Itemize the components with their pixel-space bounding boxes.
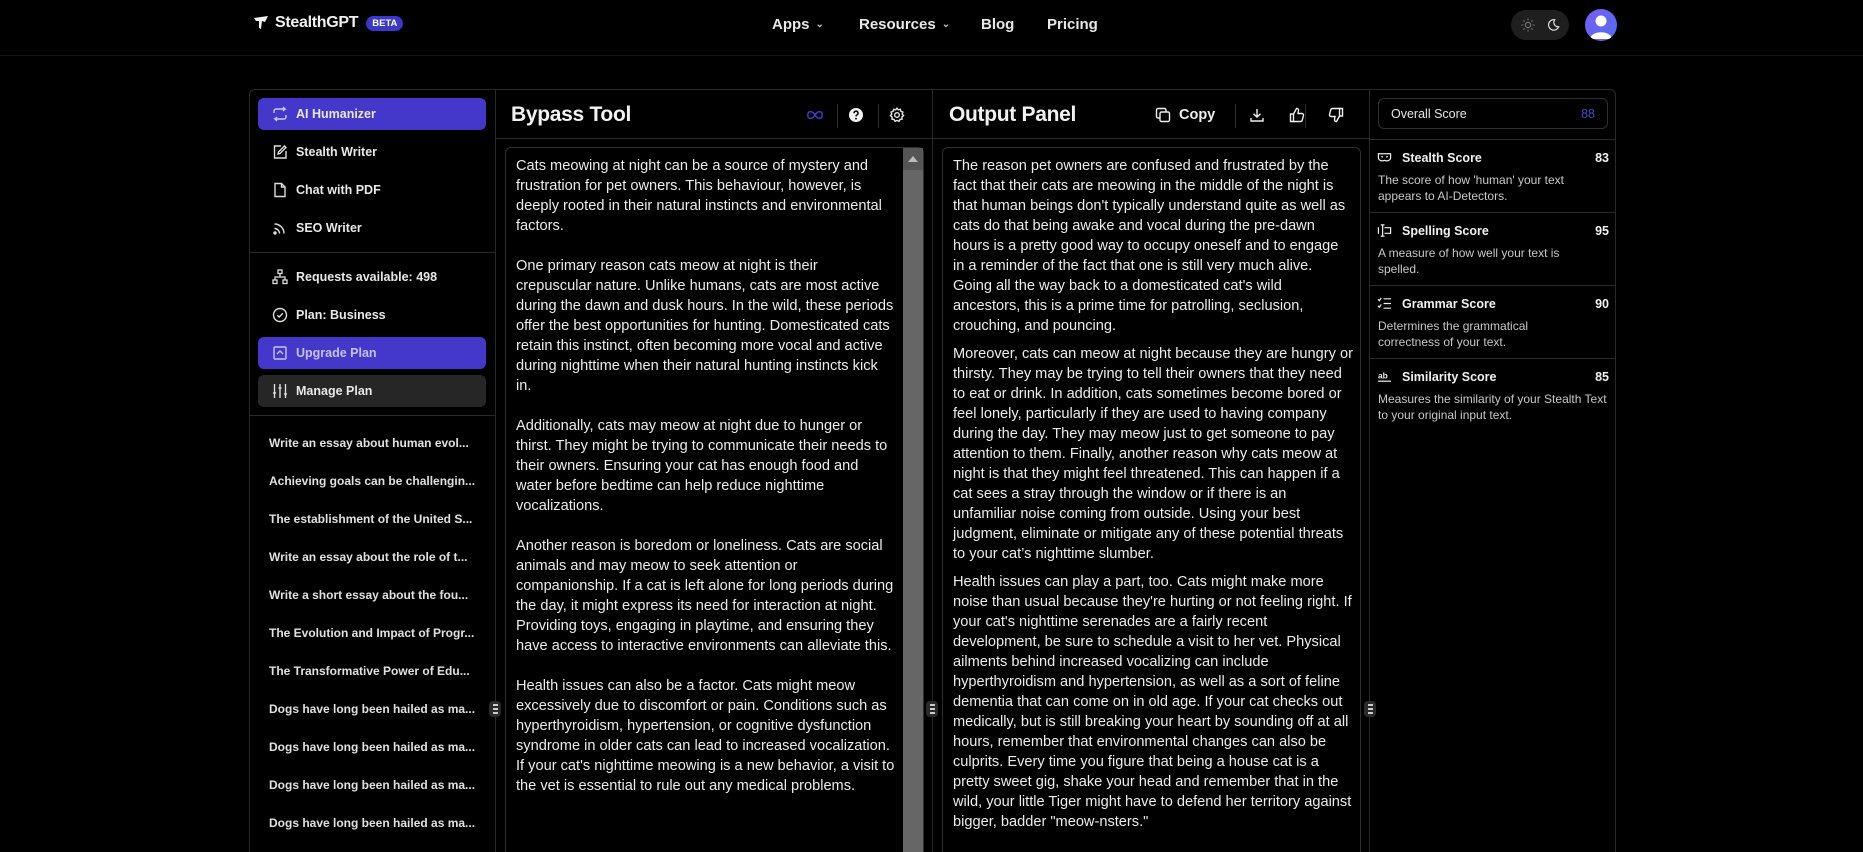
thumbs-down-icon: [1328, 107, 1344, 123]
history-item[interactable]: Dogs have long been hailed as ma...: [269, 702, 476, 716]
overall-score: [1378, 98, 1608, 129]
thumbs-up-button[interactable]: [1285, 103, 1309, 127]
copy-button[interactable]: [1155, 103, 1215, 127]
divider: [878, 104, 879, 128]
similarity-score-description: Measures the similarity of your Stealth Text to your original input text.: [1378, 392, 1607, 422]
sidebar-item-label: SEO Writer: [296, 221, 362, 235]
history-item[interactable]: Dogs have long been hailed as ma...: [269, 740, 476, 754]
nav-apps[interactable]: [772, 16, 824, 33]
beta-badge: BETA: [366, 16, 403, 31]
nav-pricing-label: Pricing: [1047, 16, 1098, 33]
moon-icon[interactable]: [1546, 18, 1560, 32]
input-paragraph: Cats meowing at night can be a source of mystery and frustration for pet owners. This behaviour, however, is deeply rooted in their natural instincts and environmental factors.: [516, 158, 882, 234]
divider: [1235, 104, 1236, 128]
download-button[interactable]: [1245, 103, 1269, 127]
theme-toggle[interactable]: [1511, 10, 1569, 40]
spelling-score-description: A measure of how well your text is spelled.: [1378, 246, 1560, 276]
infinity-icon: [806, 107, 824, 123]
output-resize-handle[interactable]: [1364, 701, 1376, 717]
gear-icon: [889, 107, 905, 123]
user-icon: [1585, 9, 1617, 41]
text-cursor-icon: [1377, 223, 1392, 238]
divider: [249, 415, 495, 416]
input-paragraph: Another reason is boredom or loneliness. Cats are social animals and may meow to seek attention or companionship. If a cat is left alone for long periods during the day, it might express its need for interaction at night. Providing toys, engaging in playtime, and ensuring they have access to interactive environments can alleviate this.: [516, 538, 894, 654]
current-plan: [258, 299, 486, 331]
top-navbar: [0, 0, 1863, 56]
input-resize-handle[interactable]: [926, 701, 938, 717]
manage-label: Manage Plan: [296, 384, 373, 398]
chevron-down-icon: ⌄: [941, 19, 951, 30]
user-avatar[interactable]: [1585, 9, 1617, 41]
nav-blog[interactable]: [981, 16, 1014, 33]
nav-resources[interactable]: [859, 16, 950, 33]
chevron-down-icon: ⌄: [815, 19, 824, 30]
output-text-area[interactable]: [942, 147, 1361, 852]
similarity-score-label: Similarity Score: [1402, 369, 1497, 384]
grammar-score-label: Grammar Score: [1402, 296, 1496, 311]
ab-underline-icon: [1377, 369, 1392, 384]
similarity-score-value: 85: [1595, 369, 1609, 384]
scroll-up-arrow-icon[interactable]: [903, 148, 923, 170]
overall-score-value: 88: [1581, 106, 1595, 121]
settings-button[interactable]: [885, 103, 909, 127]
thumbs-up-icon: [1289, 107, 1305, 123]
grammar-score-value: 90: [1595, 296, 1609, 311]
stealth-logo-icon: [253, 15, 269, 31]
file-icon: [272, 182, 288, 198]
sun-icon[interactable]: [1521, 18, 1535, 32]
rss-icon: [272, 220, 288, 236]
sitemap-icon: [272, 269, 288, 285]
edit-icon: [272, 144, 288, 160]
input-text: [516, 156, 896, 816]
history-item[interactable]: Dogs have long been hailed as ma...: [269, 816, 476, 830]
brand-name: StealthGPT: [275, 14, 359, 31]
copy-icon: [1155, 107, 1171, 123]
check-circle-icon: [272, 307, 288, 323]
overall-score-label: Overall Score: [1391, 106, 1467, 121]
output-paragraph: Health issues can play a part, too. Cats might make more noise than usual because they're hurting or not feeling right. If your cat's nighttime serenades are a fairly recent development, be sure to schedule a visit to her vet. Physical ailments behind increased vocalizing can include hyperthyroidism and hypertension, as well as a sort of feline dementia that can come on in old age. If your cat checks out medically, but is still breaking your heart by sounding off at all hours, remember that environmental changes can also be culprits. Every time you figure that being a house cat is a pretty sweet gig, shake your head and remember that in the wild, your little Tiger might have to defend her territory against bigger, badder "meow-nsters.": [953, 574, 1352, 830]
question-circle-icon: [848, 107, 864, 123]
input-scrollbar[interactable]: [903, 148, 923, 852]
nav-apps-label: Apps: [772, 16, 810, 33]
input-paragraph: Health issues can also be a factor. Cats might meow excessively due to discomfort or pain. Conditions such as hyperthyroidism, hypertension, or cognitive dysfunction syndrome in older cats can lead to increased vocalization. If your cat's nighttime meowing is a new behavior, a visit to the vet is essential to rule out any medical problems.: [516, 678, 895, 794]
output-text: [953, 156, 1353, 840]
spelling-score: [1370, 212, 1616, 285]
stealth-score-description: The score of how 'human' your text appears to AI-Detectors.: [1378, 173, 1565, 203]
nav-resources-label: Resources: [859, 16, 936, 33]
input-paragraph: Additionally, cats may meow at night due to hunger or thirst. They might be trying to communicate their needs to their owners. Ensuring your cat has enough food and water before bedtime can help reduce nighttime vocalizations.: [516, 418, 888, 514]
upgrade-label: Upgrade Plan: [296, 346, 377, 360]
sidebar-item-label: AI Humanizer: [296, 107, 376, 121]
grammar-score: [1370, 285, 1616, 358]
plan-label: Plan: Business: [296, 308, 386, 322]
history-item[interactable]: The Evolution and Impact of Progr...: [269, 626, 475, 640]
upgrade-plan-button[interactable]: [258, 337, 486, 369]
checklist-icon: [1377, 296, 1392, 311]
similarity-score: [1370, 358, 1616, 431]
download-icon: [1249, 107, 1265, 123]
sidebar-item-ai-humanizer[interactable]: [258, 98, 486, 130]
divider: [249, 252, 495, 253]
output-paragraph: Moreover, cats can meow at night because they are hungry or thirsty. They may be trying to tell their owners that they need to eat or drink. In addition, cats sometimes become bored or feel lonely, particularly if they are used to having company during the day. They may meow just to get someone to pay attention to them. Finally, another reason why cats meow at night is that they might feel threatened. This can happen if a cat sees a stray through the window or if there is an unfamiliar noise coming from outside. Using your best judgment, eliminate or mitigate any of these potential threats to your cat’s nighttime slumber.: [953, 346, 1353, 562]
output-paragraph: The reason pet owners are confused and frustrated by the fact that their cats are meowing in the middle of the night is that human beings don't typically understand quite as well as cats do that being awake and vocal during the pre-dawn hours is a pretty good way to occupy oneself and to engage in a reminder of the fact that one is still very much alive. Going all the way back to a domesticated cat's wild ancestors, this is a prime time for patrolling, seclusion, crouching, and pouncing.: [953, 158, 1346, 334]
help-button[interactable]: [844, 103, 868, 127]
output-panel-header: [933, 90, 1369, 139]
nav-blog-label: Blog: [981, 16, 1015, 33]
spelling-score-value: 95: [1595, 223, 1609, 238]
history-item[interactable]: Dogs have long been hailed as ma...: [269, 778, 476, 792]
input-textarea[interactable]: [505, 147, 924, 852]
requests-label: Requests available: 498: [296, 270, 438, 284]
divider: [837, 104, 838, 128]
brand-logo[interactable]: [253, 14, 403, 32]
sidebar-item-chat-with-pdf[interactable]: [258, 174, 486, 206]
sliders-icon: [272, 383, 288, 399]
history-item[interactable]: Write an essay about the role of t...: [269, 550, 468, 564]
bypass-tool-header: [496, 90, 932, 139]
grammar-score-description: Determines the grammatical correctness of your text.: [1378, 319, 1529, 349]
bypass-tool-title: Bypass Tool: [511, 103, 632, 126]
stealth-score-value: 83: [1595, 150, 1609, 165]
column-divider: [932, 89, 933, 852]
svg-text:ab: ab: [1377, 370, 1388, 381]
nav-pricing[interactable]: [1047, 16, 1098, 33]
repeat-icon: [272, 106, 288, 122]
input-paragraph: One primary reason cats meow at night is their crepuscular nature. Unlike humans, cats are most active during the dawn and dusk hours. In the wild, these periods offer the best opportunities for hunting. Domesticated cats retain this instinct, often becoming more vocal and active during nighttime when their natural hunting instincts kick in.: [516, 258, 894, 394]
sidebar-item-label: Stealth Writer: [296, 145, 378, 159]
stealth-score-label: Stealth Score: [1402, 150, 1482, 165]
mask-icon: [1377, 150, 1392, 165]
infinity-mode-button[interactable]: [803, 103, 827, 127]
history-item[interactable]: The establishment of the United S...: [269, 512, 473, 526]
thumbs-down-button[interactable]: [1324, 103, 1348, 127]
history-item[interactable]: The Transformative Power of Edu...: [269, 664, 470, 678]
copy-label: Copy: [1179, 107, 1216, 123]
sidebar: [249, 89, 496, 852]
sidebar-item-label: Chat with PDF: [296, 183, 381, 197]
sidebar-item-stealth-writer[interactable]: [258, 136, 486, 168]
output-panel-title: Output Panel: [949, 103, 1077, 126]
requests-available: [258, 261, 486, 293]
sidebar-resize-handle[interactable]: [489, 701, 501, 717]
stealth-score: [1370, 139, 1616, 212]
upgrade-icon: [272, 345, 288, 361]
sidebar-item-seo-writer[interactable]: [258, 212, 486, 244]
history-item[interactable]: Write an essay about human evol...: [269, 436, 469, 450]
spelling-score-label: Spelling Score: [1402, 223, 1489, 238]
manage-plan-button[interactable]: [258, 375, 486, 407]
history-item[interactable]: Write a short essay about the fou...: [269, 588, 469, 602]
history-item[interactable]: Achieving goals can be challengin...: [269, 474, 476, 488]
